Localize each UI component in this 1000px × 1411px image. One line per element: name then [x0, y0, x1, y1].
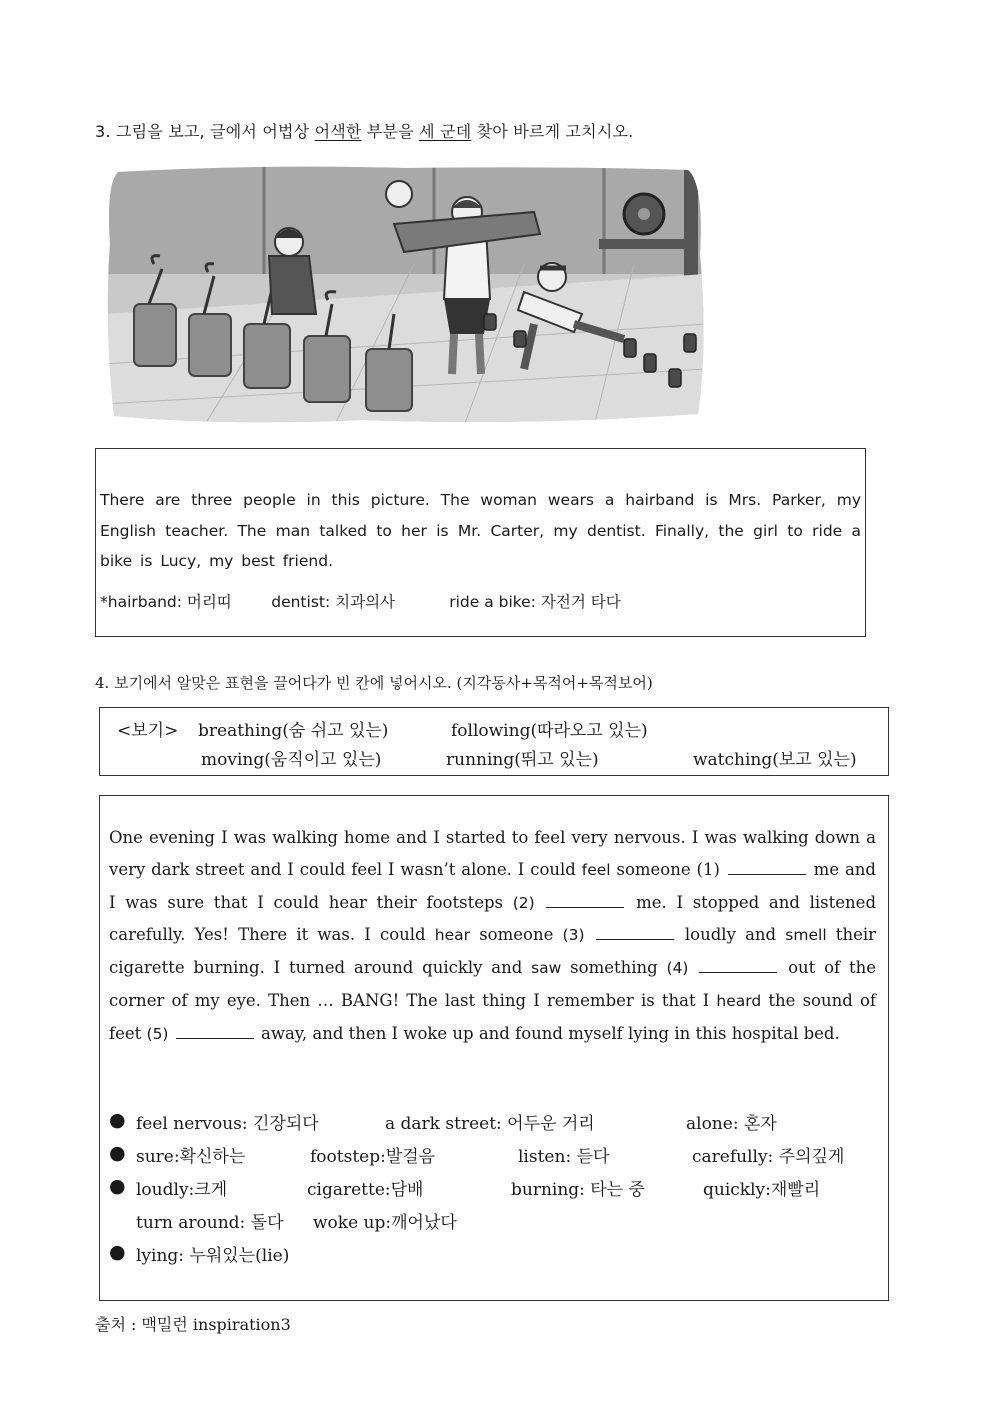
blank-4-drop-zone[interactable]: [699, 958, 777, 973]
story-paragraph: One evening I was walking home and I started to feel very nervous. I was walking down a very dark street and I could feel I wasn’t alone. I could feel someone (1) me and I was sure that I could hear their footsteps (2) me. I stopped and listened carefully. Yes! There it was. I could hear someone (3) loudly and smell their cigarette burning. I turned around quickly and saw something (4) out of the corner of my eye. Then … BANG! The last thing I remember is that I heard the sound of feet (5) away, and then I woke up and found myself lying in this hospital bed.: [109, 828, 877, 1043]
blank-1-drop-zone[interactable]: [728, 860, 806, 875]
source-credit: 출처 : 맥밀런 inspiration3: [95, 1315, 291, 1334]
word-bank-item[interactable]: watching(보고 있는): [693, 750, 857, 770]
word-bank-item[interactable]: running(뛰고 있는): [446, 750, 599, 770]
word-bank-label: <보기>: [117, 721, 179, 741]
passage-paragraph: There are three people in this picture. The woman wears a hairband is Mrs. Parker, my English teacher. The man talked to her is Mr. Carter, my dentist. Finally, the girl to ride a bike is Lucy, my best friend.: [100, 491, 861, 570]
question-3-passage-box: [95, 448, 866, 637]
gym-illustration: [104, 164, 706, 426]
word-bank-item[interactable]: breathing(숨 쉬고 있는): [198, 721, 389, 741]
bullet-icon: ●: [109, 1241, 126, 1263]
question-4-story-box: One evening I was walking home and I started to feel very nervous. I was walking down a very dark street and I could feel I wasn’t alone. I could feel someone (1) me and I was sure that I could hear their footsteps (2) me. I stopped and listened carefully. Yes! There it was. I could hear someone (3) loudly and smell their cigarette burning. I turned around quickly and saw something (4) out of the corner of my eye. Then … BANG! The last thing I remember is that I heard the sound of feet (5) away, and then I woke up and found myself lying in this hospital bed. ● feel nervous: 긴장되다 a dark street: 어두운 거리 alone: 혼자 ● sure:확신하는 footstep:발걸음 listen: 듣다 carefully: 주의깊게 ● loudly:크게 cigarette:담배 burning: 타는 중 quickly:재빨리 turn around: 돌다 woke up:깨어났다 ● lying: 누워있는(lie): [99, 795, 889, 1301]
blank-3-drop-zone[interactable]: [596, 925, 674, 940]
bullet-icon: ●: [109, 1175, 126, 1197]
blank-2-drop-zone[interactable]: [546, 893, 624, 908]
blank-5-drop-zone[interactable]: [176, 1024, 254, 1039]
bullet-icon: ●: [109, 1142, 126, 1164]
question-3-instruction: 3. 그림을 보고, 글에서 어법상 어색한 부분을 세 군데 찾아 바르게 고치시오.: [95, 122, 634, 141]
question-4-instruction: 4. 보기에서 알맞은 표현을 끌어다가 빈 칸에 넣어시오. (지각동사+목적어+목적보어): [95, 674, 653, 692]
word-bank-item[interactable]: following(따라오고 있는): [451, 721, 648, 741]
word-bank-box: [99, 707, 889, 776]
word-bank-item[interactable]: moving(움직이고 있는): [201, 750, 382, 770]
passage-glossary: *hairband: 머리띠 dentist: 치과의사 ride a bike: 자전거 타다: [100, 592, 621, 611]
bullet-icon: ●: [109, 1109, 126, 1131]
